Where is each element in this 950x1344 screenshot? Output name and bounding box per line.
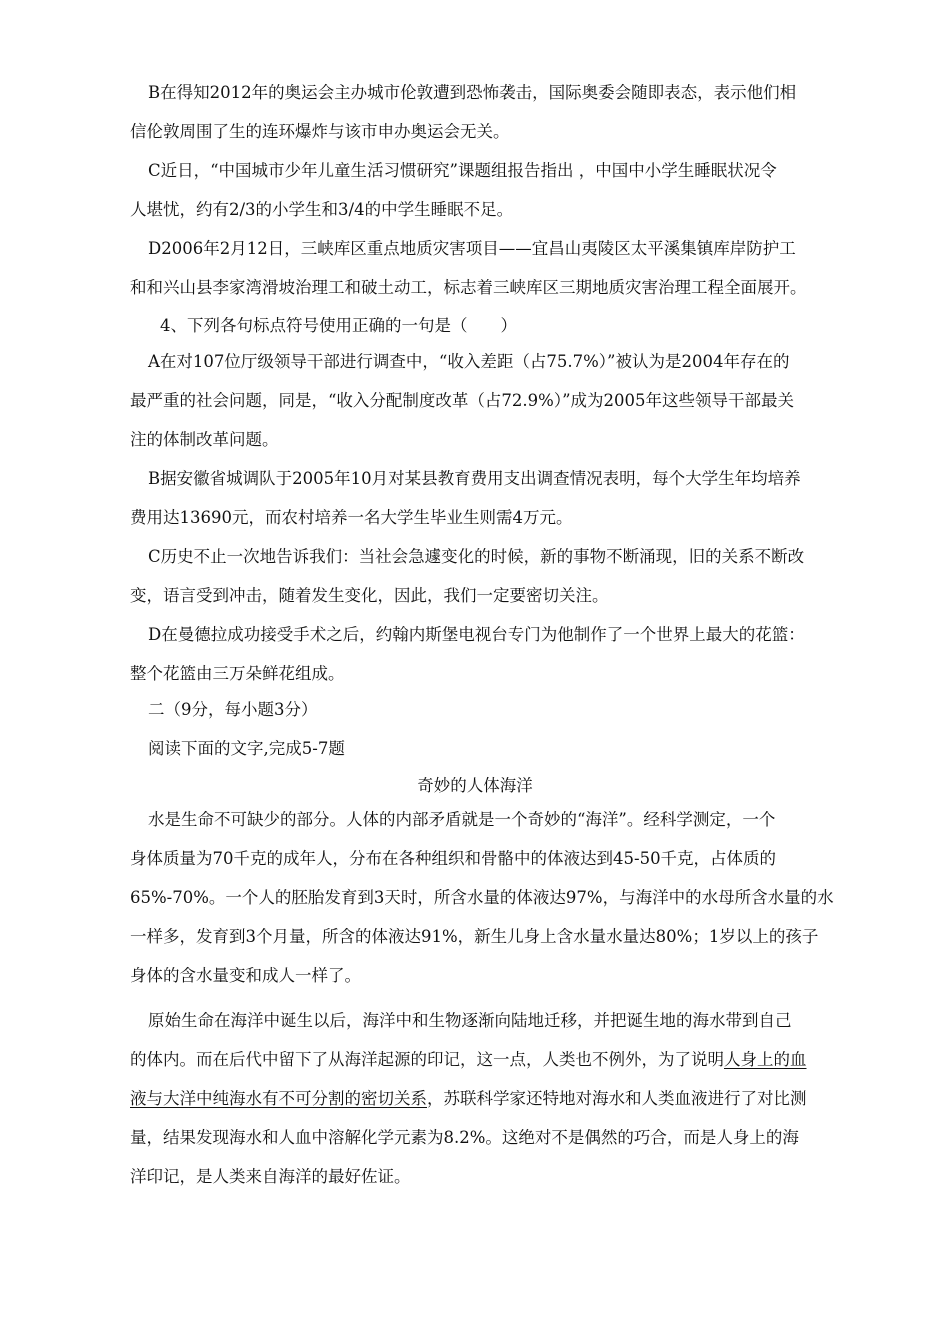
q4-option-a-line-3: 注的体制改革问题。 bbox=[130, 430, 279, 449]
q4-option-c-line-2: 变，语言受到冲击，随着发生变化，因此，我们一定要密切关注。 bbox=[130, 586, 609, 605]
paragraph-2-line-2 bbox=[130, 1049, 807, 1071]
q4-option-b-line-2: 费用达13690元，而农村培养一名大学生毕业生则需4万元。 bbox=[130, 508, 573, 527]
reading-instruction: 阅读下面的文字,完成5-7题 bbox=[148, 739, 345, 758]
q4-option-a-line-2: 最严重的社会问题，同是，“收入分配制度改革（占72.9%）”成为2005年这些领导干部最关 bbox=[130, 391, 795, 410]
q4-option-d-line-2: 整个花篮由三万朵鲜花组成。 bbox=[130, 664, 345, 683]
paragraph-1-line-5: 身体的含水量变和成人一样了。 bbox=[130, 966, 361, 985]
paragraph-1-line-3: 65%-70%。一个人的胚胎发育到3天时，所含水量的体液达97%，与海洋中的水母所含水量的水 bbox=[130, 888, 834, 907]
q4-option-d-line-1: D在曼德拉成功接受手术之后，约翰内斯堡电视台专门为他制作了一个世界上最大的花篮： bbox=[148, 625, 805, 644]
option-d-line-2: 和和兴山县李家湾滑坡治理工和破土动工，标志着三峡库区三期地质灾害治理工程全面展开。 bbox=[130, 278, 807, 297]
question-4-stem: 4、下列各句标点符号使用正确的一句是（ ） bbox=[160, 316, 517, 335]
underlined-phrase-part-2: 液与大洋中纯海水有不可分割的密切关系 bbox=[130, 1089, 427, 1108]
paragraph-2-line-5: 洋印记，是人类来自海洋的最好佐证。 bbox=[130, 1167, 411, 1186]
option-b-line-2: 信伦敦周围了生的连环爆炸与该市申办奥运会无关。 bbox=[130, 122, 510, 141]
article-title: 奇妙的人体海洋 bbox=[417, 776, 533, 795]
q4-option-b-line-1: B据安徽省城调队于2005年10月对某县教育费用支出调查情况表明，每个大学生年均培养 bbox=[148, 469, 801, 488]
paragraph-2-line-2-text: 的体内。而在后代中留下了从海洋起源的印记，这一点，人类也不例外，为了说明 bbox=[130, 1050, 724, 1069]
paragraph-2-line-1: 原始生命在海洋中诞生以后，海洋中和生物逐渐向陆地迁移，并把诞生地的海水带到自己 bbox=[148, 1011, 792, 1030]
paragraph-2-line-3-text: ，苏联科学家还特地对海水和人类血液进行了对比测 bbox=[427, 1089, 807, 1108]
q4-option-c-line-1: C历史不止一次地告诉我们：当社会急遽变化的时候，新的事物不断涌现，旧的关系不断改 bbox=[148, 547, 805, 566]
option-c-line-1: C近日，“中国城市少年儿童生活习惯研究”课题组报告指出 ，中国中小学生睡眠状况令 bbox=[148, 161, 777, 180]
option-b-line-1: B在得知2012年的奥运会主办城市伦敦遭到恐怖袭击，国际奥委会随即表态，表示他们相 bbox=[148, 83, 797, 102]
section-two-heading: 二（9分，每小题3分） bbox=[148, 700, 318, 719]
underlined-phrase-part-1: 人身上的血 bbox=[724, 1050, 807, 1069]
paragraph-2-line-4: 量，结果发现海水和人血中溶解化学元素为8.2%。这绝对不是偶然的巧合，而是人身上的海 bbox=[130, 1128, 799, 1147]
q4-option-a-line-1: A在对107位厅级领导干部进行调查中，“收入差距（占75.7%）”被认为是2004年存在的 bbox=[148, 352, 790, 371]
paragraph-2-line-3 bbox=[130, 1088, 807, 1110]
paragraph-1-line-1: 水是生命不可缺少的部分。人体的内部矛盾就是一个奇妙的“海洋”。经科学测定，一个 bbox=[148, 810, 776, 829]
option-c-line-2: 人堪忧，约有2/3的小学生和3/4的中学生睡眠不足。 bbox=[130, 200, 514, 219]
paragraph-1-line-2: 身体质量为70千克的成年人，分布在各种组织和骨骼中的体液达到45-50千克，占体质的 bbox=[130, 849, 777, 868]
option-d-line-1: D2006年2月12日，三峡库区重点地质灾害项目——宜昌山夷陵区太平溪集镇库岸防护工 bbox=[148, 239, 796, 258]
paragraph-1-line-4: 一样多，发育到3个月量，所含的体液达91%，新生儿身上含水量水量达80%；1岁以上的孩子 bbox=[130, 927, 819, 946]
